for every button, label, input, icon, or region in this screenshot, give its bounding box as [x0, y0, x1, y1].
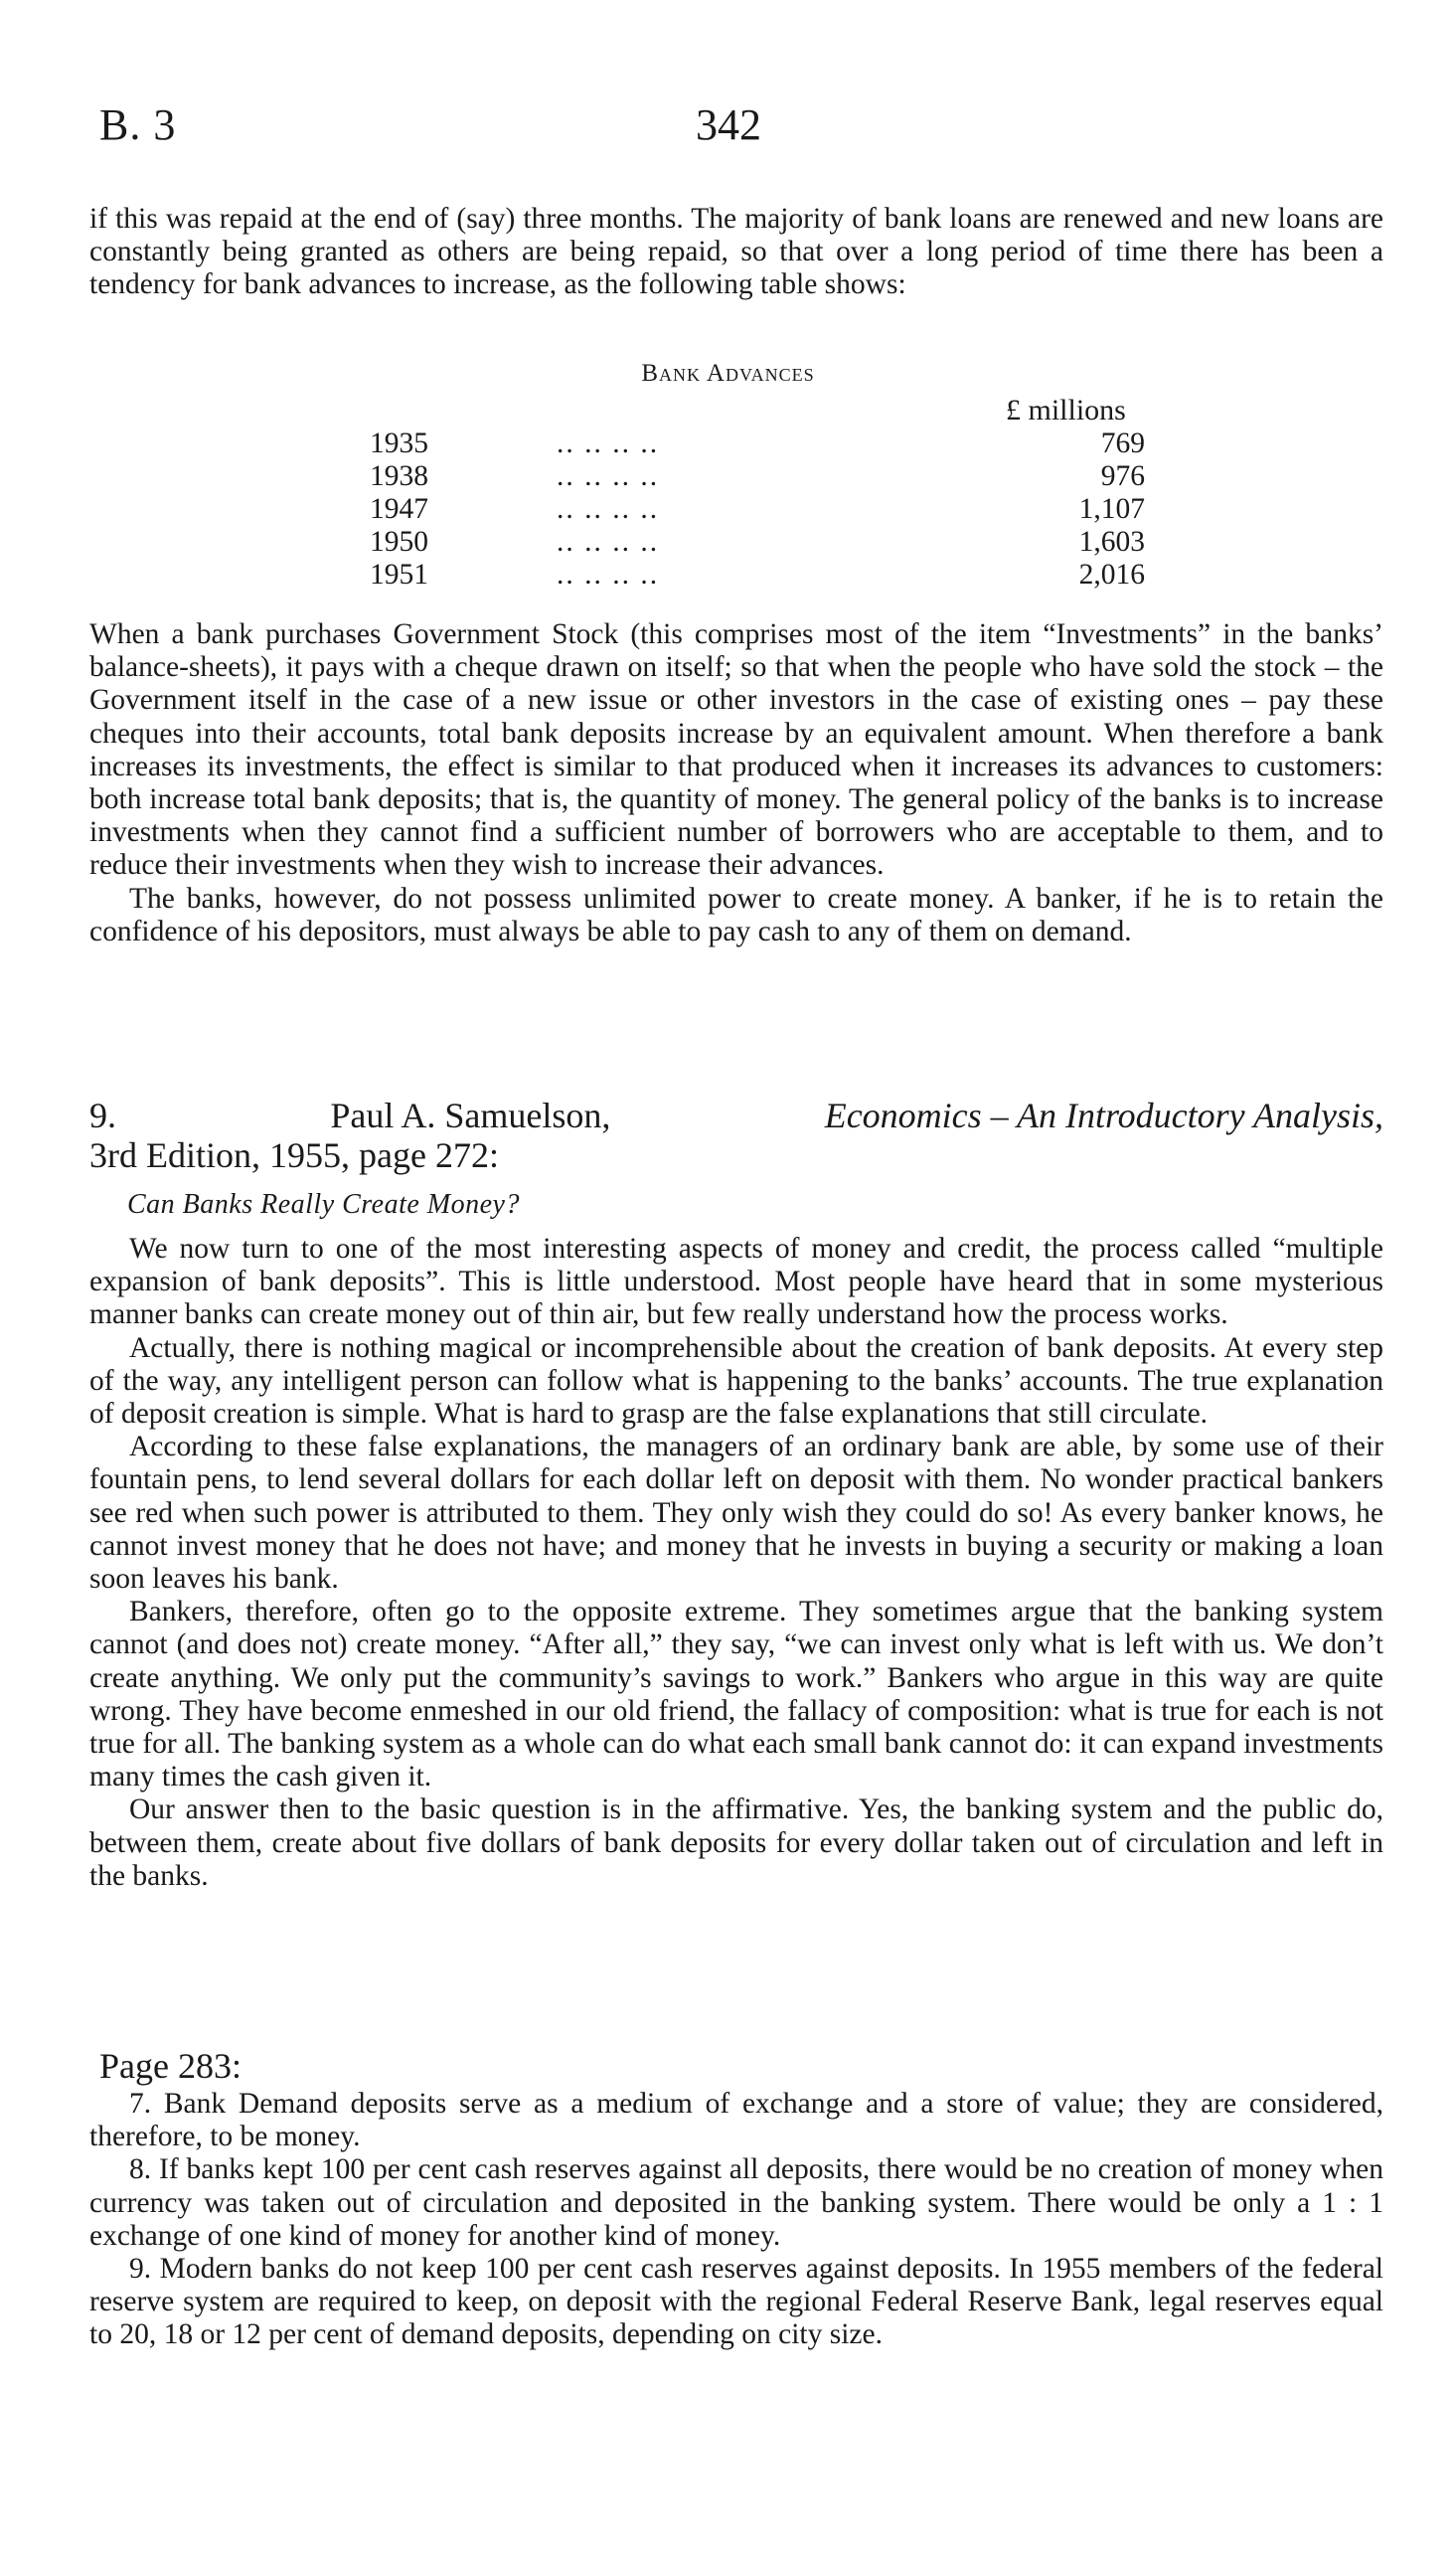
leader-dots: .. .. .. ..: [557, 526, 660, 558]
citation-work: Economics – An Introductory Analysis,: [824, 1096, 1383, 1135]
citation-author: Paul A. Samuelson,: [330, 1096, 611, 1135]
page-number: 342: [696, 100, 761, 149]
leader-dots: .. .. .. ..: [557, 559, 660, 591]
body-section-a: [89, 618, 1383, 948]
table-year: 1950: [370, 526, 428, 558]
citation-heading: [89, 1096, 1383, 1175]
body-paragraph: Our answer then to the basic question is in the affirmative. Yes, the banking system and the public do, between them, create about five dollars of bank deposits for every dollar taken out of circulation and left in the banks.: [89, 1793, 1383, 1892]
body-paragraph: We now turn to one of the most interesting aspects of money and credit, the process called “multiple expansion of bank deposits”. This is little understood. Most people have heard that in some mysterious manner banks can create money out of thin air, but few really understand how the process works.: [89, 1233, 1383, 1331]
section-subheading: Can Banks Really Create Money?: [127, 1189, 520, 1220]
table-row: [370, 460, 1145, 493]
table-value: 2,016: [1078, 559, 1145, 591]
body-paragraph: According to these false explanations, the managers of an ordinary bank are able, by some use of their fountain pens, to lend several dollars for each dollar left on deposit with them. No wonder practical bankers see red when such power is attributed to them. They only wish they could do so! As every banker knows, he cannot invest money that he does not have; and money that he invests in buying a security or making a loan soon leaves his bank.: [89, 1431, 1383, 1596]
table-value: 976: [1100, 460, 1145, 492]
section-label: B. 3: [99, 100, 177, 149]
table-year: 1947: [370, 493, 428, 525]
body-paragraph: The banks, however, do not possess unlimited power to create money. A banker, if he is to retain the confidence of his depositors, must always be able to pay cash to any of them on demand.: [89, 882, 1383, 947]
citation-number: 9.: [89, 1096, 116, 1135]
numbered-point: 8. If banks kept 100 per cent cash reserves against all deposits, there would be no creation of money when currency was taken out of circulation and deposited in the banking system. There would be only a 1 : 1 exchange of one kind of money for another kind of money.: [89, 2153, 1383, 2252]
table-title: Bank Advances: [641, 360, 815, 387]
table-row: [370, 493, 1145, 526]
leader-dots: .. .. .. ..: [557, 460, 660, 492]
table-row: [370, 559, 1145, 592]
leader-dots: .. .. .. ..: [557, 427, 660, 459]
table-row: [370, 526, 1145, 559]
numbered-points: [89, 2088, 1383, 2352]
body-paragraph: When a bank purchases Government Stock (this comprises most of the item “Investments” in the banks’ balance-sheets), it pays with a cheque drawn on itself; so that when the people who have sold the stock – the Government itself in the case of a new issue or other investors in the case of existing ones – pay these cheques into their accounts, total bank deposits increase by an equivalent amount. When therefore a bank increases its investments, the effect is similar to that produced when it increases its advances to customers: both increase total bank deposits; that is, the quantity of money. The general policy of the banks is to increase investments when they cannot find a sufficient number of borrowers who are acceptable to them, and to reduce their investments when they wish to increase their advances.: [89, 618, 1383, 882]
table-value: 1,107: [1078, 493, 1145, 525]
table-unit: £ millions: [1006, 394, 1126, 427]
table-value: 1,603: [1078, 526, 1145, 558]
body-section-b: [89, 1233, 1383, 1893]
intro-paragraph: if this was repaid at the end of (say) three months. The majority of bank loans are renewed and new loans are constantly being granted as others are being repaid, so that over a long period of time there has been a tendency for bank advances to increase, as the following table shows:: [89, 203, 1383, 301]
body-paragraph: Actually, there is nothing magical or incomprehensible about the creation of bank deposits. At every step of the way, any intelligent person can follow what is happening to the banks’ accounts. The true explanation of deposit creation is simple. What is hard to grasp are the false explanations that still circulate.: [89, 1331, 1383, 1431]
page-reference: Page 283:: [99, 2046, 242, 2086]
body-paragraph: Bankers, therefore, often go to the opposite extreme. They sometimes argue that the banking system cannot (and does not) create money. “After all,” they say, “we can invest only what is left with us. We don’t create anything. We only put the community’s savings to work.” Bankers who argue in this way are quite wrong. They have become enmeshed in our old friend, the fallacy of composition: what is true for each is not true for all. The banking system as a whole can do what each small bank cannot do: it can expand investments many times the cash given it.: [89, 1596, 1383, 1793]
table-value: 769: [1100, 427, 1145, 459]
table-year: 1935: [370, 427, 428, 459]
table-year: 1938: [370, 460, 428, 492]
citation-edition: 3rd Edition, 1955, page 272:: [89, 1135, 499, 1175]
numbered-point: 7. Bank Demand deposits serve as a medium of exchange and a store of value; they are considered, therefore, to be money.: [89, 2088, 1383, 2153]
table-row: [370, 427, 1145, 460]
leader-dots: .. .. .. ..: [557, 493, 660, 525]
table-year: 1951: [370, 559, 428, 591]
numbered-point: 9. Modern banks do not keep 100 per cent cash reserves against deposits. In 1955 members of the federal reserve system are required to keep, on deposit with the regional Federal Reserve Bank, legal reserves equal to 20, 18 or 12 per cent of demand deposits, depending on city size.: [89, 2253, 1383, 2351]
intro-block: [89, 203, 1383, 302]
